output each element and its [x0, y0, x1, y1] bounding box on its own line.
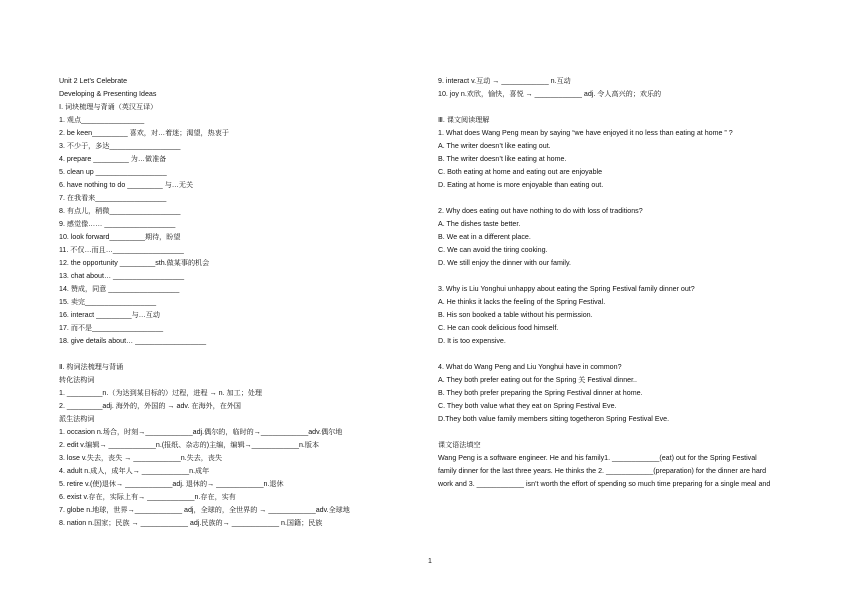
list-item: 2. be keen_________ 喜欢，对…着迷；渴望，热衷于	[59, 129, 229, 137]
list-item: 17. 而不是__________________	[59, 324, 164, 332]
question-1	[438, 127, 800, 192]
question-text: 4. What do Wang Peng and Liu Yonghui have in common?	[438, 363, 622, 371]
list-item: 3. lose v.失去，丧失 → ____________n.失去，丧失	[59, 454, 223, 462]
list-item: 10. look forward_________期待，盼望	[59, 233, 181, 241]
option: B. They both prefer preparing the Spring Festival dinner at home.	[438, 389, 643, 397]
option: D. It is too expensive.	[438, 337, 506, 345]
option: D. We still enjoy the dinner with our family.	[438, 259, 571, 267]
list-item: 5. retire v.(使)退休→ ____________adj. 退休的→ ____________n.退休	[59, 480, 284, 488]
list-item: 8. 有点儿，稍微__________________	[59, 207, 181, 215]
list-item: 16. interact _________与…互动	[59, 311, 160, 319]
list-item: 5. clean up __________________	[59, 168, 167, 176]
spacer	[438, 101, 800, 114]
list-item: 11. 不仅…而且…__________________	[59, 246, 184, 254]
derivation-heading: 派生法构词	[59, 415, 95, 423]
option: C. Both eating at home and eating out are enjoyable	[438, 168, 603, 176]
list-item: 1. _________n.（为达到某目标的）过程，进程 → n. 加工；处理	[59, 389, 263, 397]
cloze-heading: 课文语法填空	[438, 441, 481, 449]
option: B. His son booked a table without his permission.	[438, 311, 593, 319]
left-column	[59, 75, 419, 530]
conversion-heading: 转化法构词	[59, 376, 95, 384]
list-item: 6. exist v.存在，实际上有→ ____________n.存在，实有	[59, 493, 236, 501]
list-item: 7. globe n.地球，世界→____________ adj，全球的，全世界的 → ____________adv.全球地	[59, 506, 350, 514]
section-2-heading: Ⅱ. 构词法梳理与背诵	[59, 363, 124, 371]
list-item: 2. _________adj. 海外的，外国的 → adv. 在海外，在外国	[59, 402, 242, 410]
unit-subtitle: Developing & Presenting Ideas	[59, 90, 157, 98]
list-item: 6. have nothing to do _________ 与…无关	[59, 181, 194, 189]
option: B. The writer doesn’t like eating at home.	[438, 155, 567, 163]
option: C. He can cook delicious food himself.	[438, 324, 559, 332]
section-1-heading: Ⅰ. 词块梳理与背诵（英汉互译）	[59, 103, 158, 111]
list-item: 14. 赞成，同意 __________________	[59, 285, 180, 293]
list-item: 4. prepare _________ 为…做准备	[59, 155, 167, 163]
spacer	[438, 270, 800, 283]
cloze-line: work and 3. ____________ isn’t worth the effort of spending so much time preparing for a single meal and	[438, 480, 771, 488]
question-2	[438, 205, 800, 270]
option: A. He thinks it lacks the feeling of the Spring Festival.	[438, 298, 606, 306]
list-item: 12. the opportunity _________sth.做某事的机会	[59, 259, 210, 267]
list-item: 1. occasion n.场合，时刻→____________adj.偶尔的，临时的→____________adv.偶尔地	[59, 428, 343, 436]
question-3	[438, 283, 800, 348]
cloze-line: Wang Peng is a software engineer. He and his family1. ____________(eat) out for the Spring Festival	[438, 454, 757, 462]
question-4	[438, 361, 800, 426]
option: C. We can avoid the tiring cooking.	[438, 246, 548, 254]
list-item: 18. give details about… __________________	[59, 337, 207, 345]
page-number: 1	[428, 558, 432, 565]
section-1-list	[59, 114, 419, 348]
list-item: 3. 不少于，多达__________________	[59, 142, 181, 150]
list-item: 4. adult n.成人，成年人→ ____________n.成年	[59, 467, 210, 475]
cloze-line: family dinner for the last three years. He thinks the 2. ____________(preparation) for the dinner are hard	[438, 467, 767, 475]
list-item: 10. joy n.欢欣，愉快，喜悦 → ____________ adj. 令人高兴的；欢乐的	[438, 90, 662, 98]
option: A. The writer doesn’t like eating out.	[438, 142, 551, 150]
list-item: 8. nation n.国家；民族 → ____________ adj.民族的→ ____________ n.国籍；民族	[59, 519, 323, 527]
question-text: 2. Why does eating out have nothing to do with loss of traditions?	[438, 207, 643, 215]
option: A. They both prefer eating out for the Spring 关 Festival dinner..	[438, 376, 637, 384]
section-3-heading: Ⅲ. 课文阅读理解	[438, 116, 490, 124]
list-item: 9. 感觉像…… __________________	[59, 220, 176, 228]
list-item: 2. edit v.编辑→ ____________n.(报纸、杂志的)主编，编辑→____________n.版本	[59, 441, 320, 449]
list-item: 7. 在我看来__________________	[59, 194, 167, 202]
question-text: 1. What does Wang Peng mean by saying “we have enjoyed it no less than eating at home ” ?	[438, 129, 733, 137]
question-text: 3. Why is Liu Yonghui unhappy about eating the Spring Festival family dinner out?	[438, 285, 695, 293]
unit-title: Unit 2 Let’s Celebrate	[59, 77, 128, 85]
spacer	[438, 426, 800, 439]
option: C. They both value what they eat on Spring Festival Eve.	[438, 402, 617, 410]
spacer	[59, 348, 419, 361]
list-item: 15. 卖完__________________	[59, 298, 157, 306]
option: A. The dishes taste better.	[438, 220, 521, 228]
spacer	[438, 192, 800, 205]
list-item: 9. interact v.互动 → ____________ n.互动	[438, 77, 571, 85]
spacer	[438, 348, 800, 361]
option: D. Eating at home is more enjoyable than eating out.	[438, 181, 604, 189]
right-column	[438, 75, 800, 491]
list-item: 13. chat about… __________________	[59, 272, 185, 280]
option: B. We eat in a different place.	[438, 233, 531, 241]
list-item: 1. 观点________________	[59, 116, 145, 124]
option: D.They both value family members sitting togetheron Spring Festival Eve.	[438, 415, 670, 423]
cloze-passage	[438, 452, 800, 491]
